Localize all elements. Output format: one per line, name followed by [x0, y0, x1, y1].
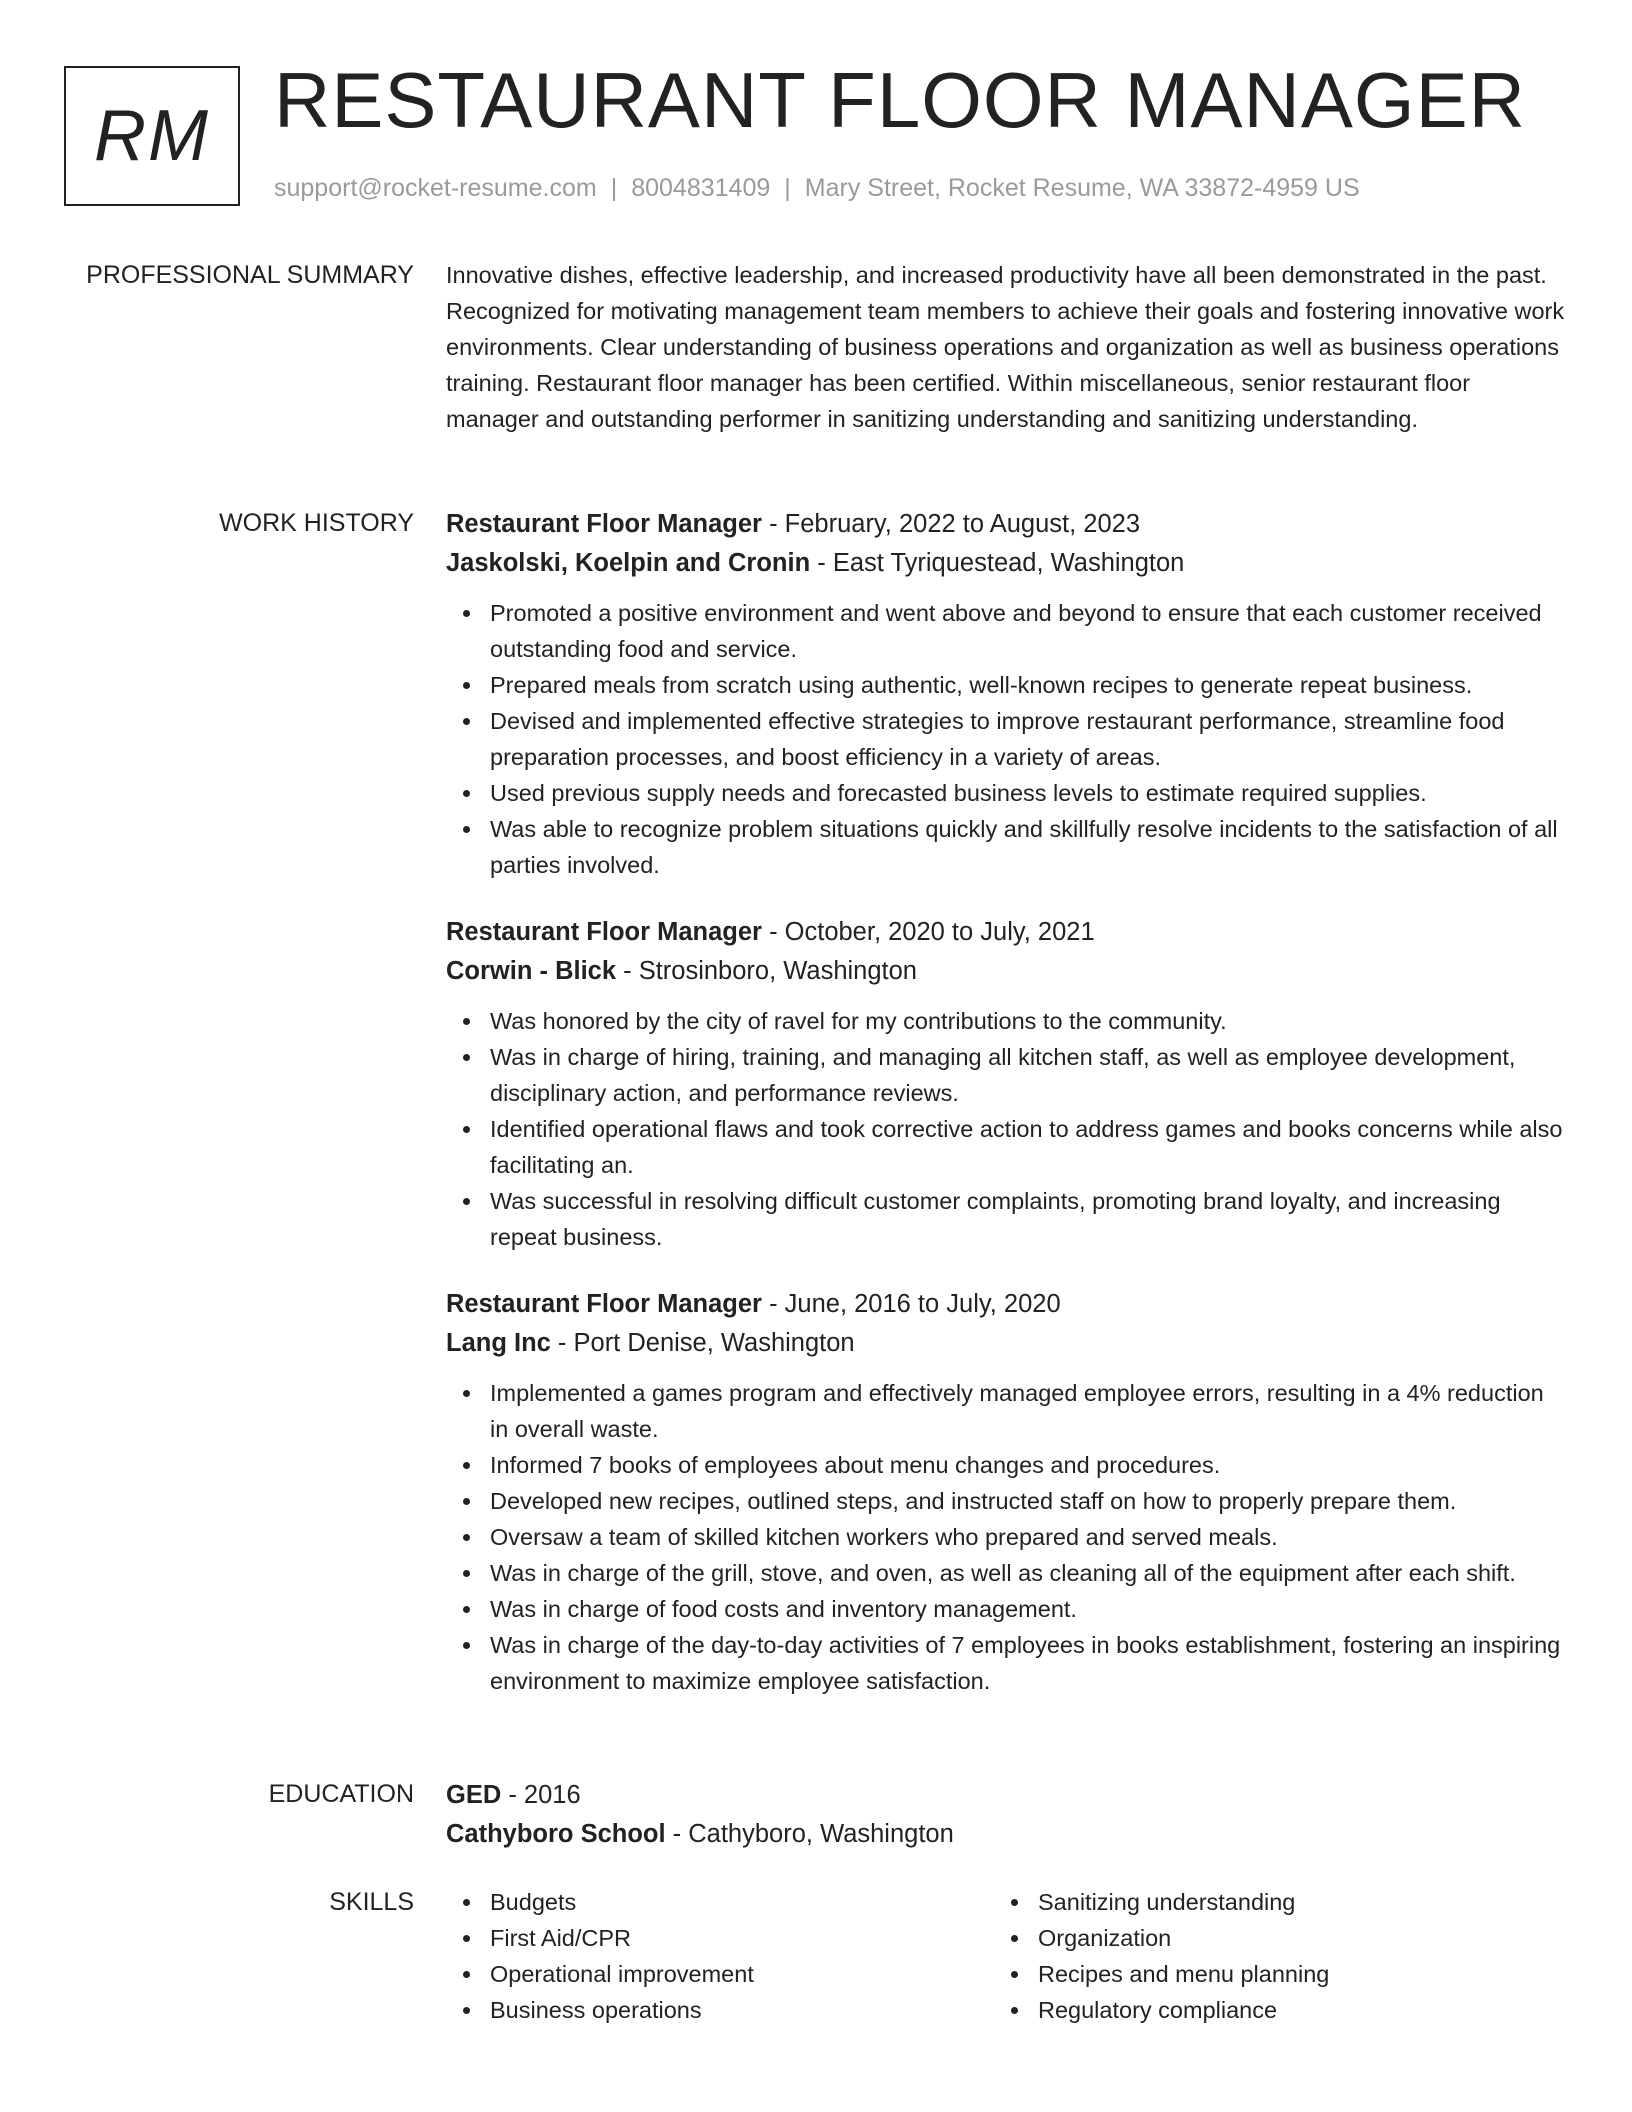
- skills-body: [446, 1884, 1566, 2028]
- job-entry: [446, 1285, 1566, 1699]
- education-school-line: [446, 1815, 1566, 1854]
- job-dates: - October, 2020 to July, 2021: [761, 918, 1095, 946]
- job-bullet: Used previous supply needs and forecasted business levels to estimate required supplies.: [490, 775, 1566, 811]
- contact-email[interactable]: support@rocket-resume.com: [274, 174, 597, 202]
- job-dates: - June, 2016 to July, 2020: [761, 1290, 1061, 1318]
- job-location: - Strosinboro, Washington: [616, 957, 917, 985]
- education-school: Cathyboro School: [446, 1820, 666, 1848]
- job-company-line: [446, 952, 1566, 991]
- job-role: Restaurant Floor Manager: [446, 510, 762, 538]
- job-role-line: [446, 913, 1566, 952]
- skill-item: Organization: [1038, 1920, 1542, 1956]
- job-role: Restaurant Floor Manager: [446, 1290, 762, 1318]
- skill-item: First Aid/CPR: [490, 1920, 994, 1956]
- education-degree-line: [446, 1776, 1566, 1815]
- education-body: [446, 1776, 1566, 1854]
- job-bullet: Oversaw a team of skilled kitchen workers who prepared and served meals.: [490, 1519, 1566, 1555]
- education-title: EDUCATION: [268, 1780, 414, 1808]
- work-history-title: WORK HISTORY: [219, 509, 414, 537]
- skills-column-right: [994, 1884, 1542, 2028]
- job-bullet: Was honored by the city of ravel for my contributions to the community.: [490, 1003, 1566, 1039]
- skill-item: Recipes and menu planning: [1038, 1956, 1542, 1992]
- job-company-line: [446, 1324, 1566, 1363]
- skills-list: [446, 1884, 994, 2028]
- summary-body: [446, 257, 1566, 437]
- job-bullets: [446, 1003, 1566, 1255]
- job-bullet: Informed 7 books of employees about menu changes and procedures.: [490, 1447, 1566, 1483]
- work-history-body: [446, 505, 1566, 1729]
- job-bullet: Was in charge of food costs and inventory management.: [490, 1591, 1566, 1627]
- skill-item: Budgets: [490, 1884, 994, 1920]
- job-bullet: Was in charge of hiring, training, and managing all kitchen staff, as well as employee development, disciplinary action, and performance reviews.: [490, 1039, 1566, 1111]
- job-bullets: [446, 1375, 1566, 1699]
- job-bullet: Was able to recognize problem situations quickly and skillfully resolve incidents to the satisfaction of all parties involved.: [490, 811, 1566, 883]
- skills-column-left: [446, 1884, 994, 2028]
- job-location: - Port Denise, Washington: [550, 1329, 855, 1357]
- monogram-initials: RM: [94, 96, 210, 176]
- job-bullets: [446, 595, 1566, 883]
- summary-title: PROFESSIONAL SUMMARY: [86, 261, 414, 289]
- job-company-line: [446, 544, 1566, 583]
- skill-item: Regulatory compliance: [1038, 1992, 1542, 2028]
- skill-item: Sanitizing understanding: [1038, 1884, 1542, 1920]
- job-bullet: Was in charge of the day-to-day activities of 7 employees in books establishment, fostering an inspiring environment to maximize employee satisfaction.: [490, 1627, 1566, 1699]
- job-bullet: Was successful in resolving difficult customer complaints, promoting brand loyalty, and increasing repeat business.: [490, 1183, 1566, 1255]
- job-bullet: Was in charge of the grill, stove, and oven, as well as cleaning all of the equipment after each shift.: [490, 1555, 1566, 1591]
- job-bullet: Prepared meals from scratch using authentic, well-known recipes to generate repeat business.: [490, 667, 1566, 703]
- job-role-line: [446, 505, 1566, 544]
- job-location: - East Tyriquestead, Washington: [810, 549, 1185, 577]
- skills-list: [994, 1884, 1542, 2028]
- contact-phone[interactable]: 8004831409: [631, 174, 771, 202]
- job-entry: [446, 505, 1566, 883]
- contact-line: [274, 172, 1360, 205]
- job-bullet: Promoted a positive environment and went above and beyond to ensure that each customer received outstanding food and service.: [490, 595, 1566, 667]
- contact-separator: |: [610, 174, 618, 202]
- education-degree: GED: [446, 1781, 502, 1809]
- job-company: Jaskolski, Koelpin and Cronin: [446, 549, 811, 577]
- contact-address: Mary Street, Rocket Resume, WA 33872-4959 US: [804, 174, 1360, 202]
- resume-name: RESTAURANT FLOOR MANAGER: [274, 56, 1526, 144]
- education-location: - Cathyboro, Washington: [665, 1820, 954, 1848]
- job-company: Lang Inc: [446, 1329, 551, 1357]
- skills-title: SKILLS: [329, 1888, 414, 1916]
- job-dates: - February, 2022 to August, 2023: [761, 510, 1141, 538]
- contact-separator: |: [784, 174, 791, 202]
- monogram: [64, 66, 240, 206]
- job-role-line: [446, 1285, 1566, 1324]
- skill-item: Operational improvement: [490, 1956, 994, 1992]
- job-company: Corwin - Blick: [446, 957, 617, 985]
- job-role: Restaurant Floor Manager: [446, 918, 762, 946]
- job-bullet: Implemented a games program and effectively managed employee errors, resulting in a 4% reduction in overall waste.: [490, 1375, 1566, 1447]
- job-bullet: Developed new recipes, outlined steps, and instructed staff on how to properly prepare them.: [490, 1483, 1566, 1519]
- job-bullet: Identified operational flaws and took corrective action to address games and books concerns while also facilitating an.: [490, 1111, 1566, 1183]
- job-bullet: Devised and implemented effective strategies to improve restaurant performance, streamline food preparation processes, and boost efficiency in a variety of areas.: [490, 703, 1566, 775]
- job-entry: [446, 913, 1566, 1255]
- summary-text: Innovative dishes, effective leadership, and increased productivity have all been demonstrated in the past. Recognized for motivating management team members to achieve their goals and fostering innovative work environments. Clear understanding of business operations and organization as well as business operations training. Restaurant floor manager has been certified. Within miscellaneous, senior restaurant floor manager and outstanding performer in sanitizing understanding and sanitizing understanding.: [446, 262, 1565, 432]
- education-year: - 2016: [501, 1781, 581, 1809]
- skills-grid: [446, 1884, 1566, 2028]
- skill-item: Business operations: [490, 1992, 994, 2028]
